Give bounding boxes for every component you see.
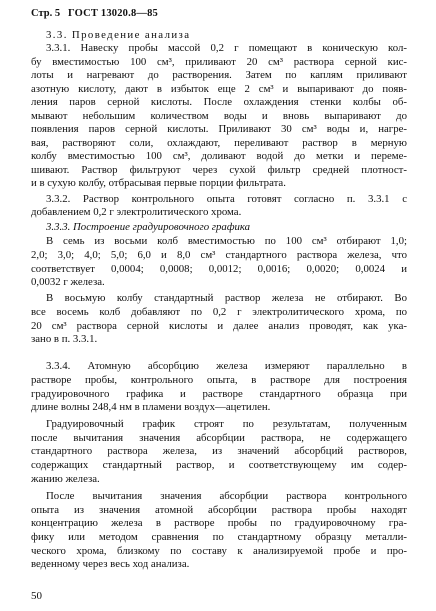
- page-header: [31, 8, 158, 19]
- text-line: ческого хрома, близкому по составу к анализируемой пробе и про-: [31, 545, 407, 557]
- text-line: 3.3.2. Раствор контрольного опыта готовят согласно п. 3.3.1 с: [46, 193, 407, 205]
- text-line: 3.3.4. Атомную абсорбцию железа измеряют параллельно в: [46, 360, 407, 372]
- text-line: После вычитания значения абсорбции раствора контрольного: [46, 490, 407, 502]
- text-line: колбу вместимостью 100 см³, доливают водой до метки и переме-: [31, 150, 407, 162]
- text-line: азотную кислоту, дают в избыток еще 2 см³ и выпаривают до появ-: [31, 83, 407, 95]
- text-line: В семь из восьми колб вместимостью по 100 см³ отбирают 1,0;: [46, 235, 407, 247]
- text-line: стандартного раствора железа, из значений абсорбций растворов,: [31, 445, 407, 457]
- subsection-heading: 3.3.3. Построение градуировочного графика: [46, 221, 251, 233]
- text-line: лоты и нагревают до растворения. Затем по каплям приливают: [31, 69, 407, 81]
- text-line: соответствует 0,0004; 0,0008; 0,0012; 0,0016; 0,0020; 0,0024 и: [31, 263, 407, 275]
- text-line: после вычитания значения абсорбции раствора, не содержащего: [31, 432, 407, 444]
- text-line: 0,0032 г железа.: [31, 276, 105, 288]
- text-line: концентрацию железа в растворе пробы по градуировочному гра-: [31, 517, 407, 529]
- text-line: растворе пробы, контрольного опыта, в растворе для построения: [31, 374, 407, 386]
- text-line: фику или методом сравнения по стандартному образцу металли-: [31, 531, 407, 543]
- page-label: Стр. 5: [31, 8, 61, 19]
- text-line: длине волны 248,4 нм в пламени воздух—ацетилен.: [31, 401, 271, 413]
- text-line: добавлением 0,2 г электролитического хрома.: [31, 206, 242, 218]
- text-line: Градуировочный график строят по результатам, полученным: [46, 418, 407, 430]
- text-line: В восьмую колбу стандартный раствор железа не отбирают. Во: [46, 292, 407, 304]
- text-line: опыта из значения атомной абсорбции раствора пробы находят: [31, 504, 407, 516]
- text-line: градуировочного графика и растворе стандартного образца при: [31, 388, 407, 400]
- section-heading: 3.3. Проведение анализа: [46, 29, 191, 41]
- text-line: жанию железа.: [31, 473, 100, 485]
- text-line: шивают. Раствор фильтруют через сухой фильтр средней плотност-: [31, 164, 407, 176]
- text-line: ления паров серной кислоты. После охлаждения стенки колбы об-: [31, 96, 407, 108]
- text-line: появления паров серной кислоты. Приливают 30 см³ воды и, нагре-: [31, 123, 407, 135]
- text-line: все восемь колб добавляют по 0,2 г электролитического хрома, по: [31, 306, 407, 318]
- text-line: веденному через весь ход анализа.: [31, 558, 190, 570]
- text-line: содержащих стандартный раствор, и соответствующему им содер-: [31, 459, 407, 471]
- text-line: 3.3.1. Навеску пробы массой 0,2 г помещают в коническую кол-: [46, 42, 407, 54]
- text-line: мывают небольшим количеством воды и вновь выпаривают до: [31, 110, 407, 122]
- text-line: вая, растворяют соли, охлаждают, переливают раствор в мерную: [31, 137, 407, 149]
- text-line: зано в п. 3.3.1.: [31, 333, 98, 345]
- text-line: и в сухую колбу, отбрасывая первые порции фильтрата.: [31, 177, 286, 189]
- text-line: бу вместимостью 100 см³, приливают 20 см³ раствора серной кис-: [31, 56, 407, 68]
- standard-number: ГОСТ 13020.8—85: [67, 8, 159, 19]
- text-line: 20 см³ раствора серной кислоты и далее анализ проводят, как ука-: [31, 320, 407, 332]
- page-number: 50: [31, 590, 42, 602]
- text-line: 2,0; 3,0; 4,0; 5,0; 6,0 и 8,0 см³ стандартного раствора железа, что: [31, 249, 407, 261]
